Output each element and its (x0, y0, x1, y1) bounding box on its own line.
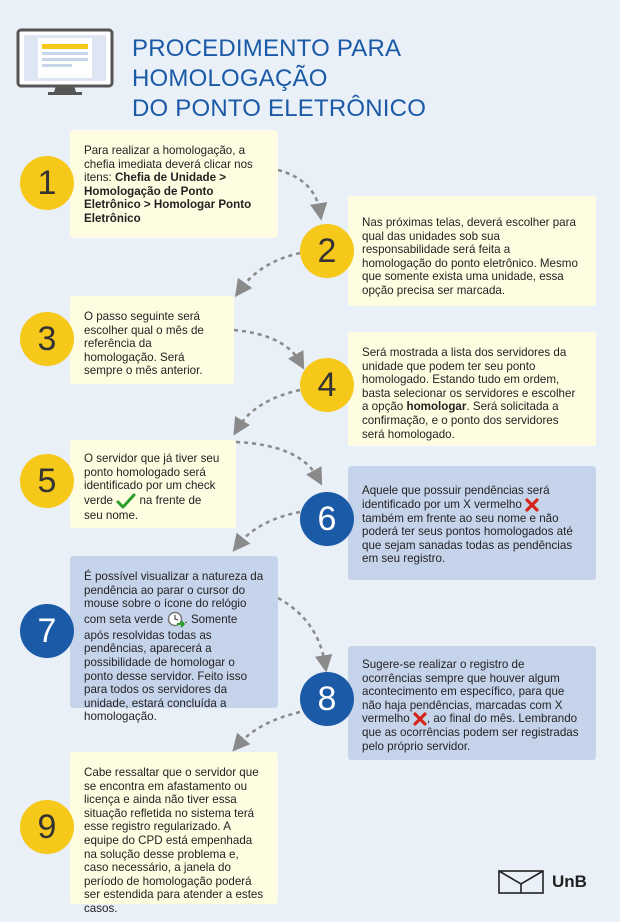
step-1-text: Para realizar a homologação, a chefia imediata deverá clicar nos itens: (84, 144, 253, 185)
step-5-card (70, 440, 236, 528)
step-3-card (70, 296, 234, 384)
step-4-card (348, 332, 596, 446)
arrow-3-4 (234, 330, 300, 362)
step-9-card (70, 752, 278, 915)
title-line-1: PROCEDIMENTO PARA HOMOLOGAÇÃO (132, 35, 400, 92)
step-1-number: 1 (20, 156, 74, 210)
red-x-icon (413, 712, 427, 726)
step-5-number: 5 (20, 454, 74, 508)
arrow-8-9 (238, 712, 300, 745)
step-7-card (70, 556, 278, 724)
step-9-text: Cabe ressaltar que o servidor que se encontra em afastamento ou licença e ainda não tiver essa situação refletida no sistema terá esse registro regularizado. A equipe do CPD está empenhada na solução desse problema e, caso necessário, a janela do período de homologação poderá ser estendida para atender a estes casos. (84, 766, 264, 915)
step-6-text-before: Aquele que possuir pendências será identificado por um X vermelho (362, 484, 550, 511)
step-6-card (348, 466, 596, 580)
step-6-text-after: também em frente ao seu nome e não poderá ter seus pontos homologados até que sejam sanadas todas as pendências em seu registro. (362, 511, 573, 566)
step-1-bold-path: Chefia de Unidade > Homologação de Ponto Eletrônico > Homologar Ponto Eletrônico (84, 171, 252, 225)
step-8-text-after: , ao final do mês. Lembrando que as ocorrências podem ser registradas pelo próprio servidor. (362, 712, 579, 753)
step-4-text-after: . Será solicitada a confirmação, e o ponto dos servidores será homologado. (362, 400, 559, 441)
step-8-text-before: Sugere-se realizar o registro de ocorrências sempre que houver algum acontecimento em específico, para que não haja pendências, marcadas com X vermelho (362, 658, 565, 726)
unb-logo (498, 870, 587, 894)
arrow-5-6 (236, 442, 318, 478)
arrow-7-8 (278, 598, 325, 664)
step-3-number: 3 (20, 312, 74, 366)
unb-logo-icon (498, 870, 544, 894)
arrow-1-2 (278, 170, 320, 212)
step-3-text: O passo seguinte será escolher qual o mês de referência da homologação. Será sempre o mês anterior. (84, 310, 204, 378)
green-check-icon (116, 493, 136, 509)
step-2-text: Nas próximas telas, deverá escolher para qual das unidades sob sua responsabilidade será feita a homologação do ponto eletrônico. Mesmo que somente exista uma unidade, essa opção precisa ser marcada. (362, 216, 578, 297)
clock-arrow-icon (167, 611, 185, 629)
step-1-card (70, 130, 278, 238)
step-6-number: 6 (300, 492, 354, 546)
step-8-card (348, 646, 596, 760)
step-4-bold: homologar (406, 400, 467, 414)
step-2-card (348, 196, 596, 306)
unb-logo-text: UnB (552, 872, 587, 891)
arrow-6-7 (238, 512, 300, 545)
step-7-text-after: . Somente após resolvidas todas as pendências, aparecerá a possibilidade de homologar o ponto desse servidor. Feito isso para todos os servidores da unidade, estará concluída a homologação. (84, 612, 248, 724)
step-4-text-before: Será mostrada a lista dos servidores da unidade que podem ter seu ponto homologado. Estando tudo em ordem, basta selecionar os servidores e escolher a opção (362, 346, 576, 414)
arrow-2-3 (240, 253, 300, 290)
step-9-number: 9 (20, 800, 74, 854)
arrow-4-5 (238, 390, 300, 428)
step-8-number: 8 (300, 672, 354, 726)
red-x-icon (525, 498, 539, 512)
title-line-2: DO PONTO ELETRÔNICO (132, 95, 427, 122)
step-4-number: 4 (300, 358, 354, 412)
step-5-text-before: O servidor que já tiver seu ponto homologado será identificado por um check verde (84, 452, 220, 507)
step-7-text-before: É possível visualizar a natureza da pendência ao parar o cursor do mouse sobre o ícone do relógio com seta verde (84, 570, 264, 626)
step-7-number: 7 (20, 604, 74, 658)
step-5-text-after: na frente de seu nome. (84, 493, 202, 522)
step-2-number: 2 (300, 224, 354, 278)
